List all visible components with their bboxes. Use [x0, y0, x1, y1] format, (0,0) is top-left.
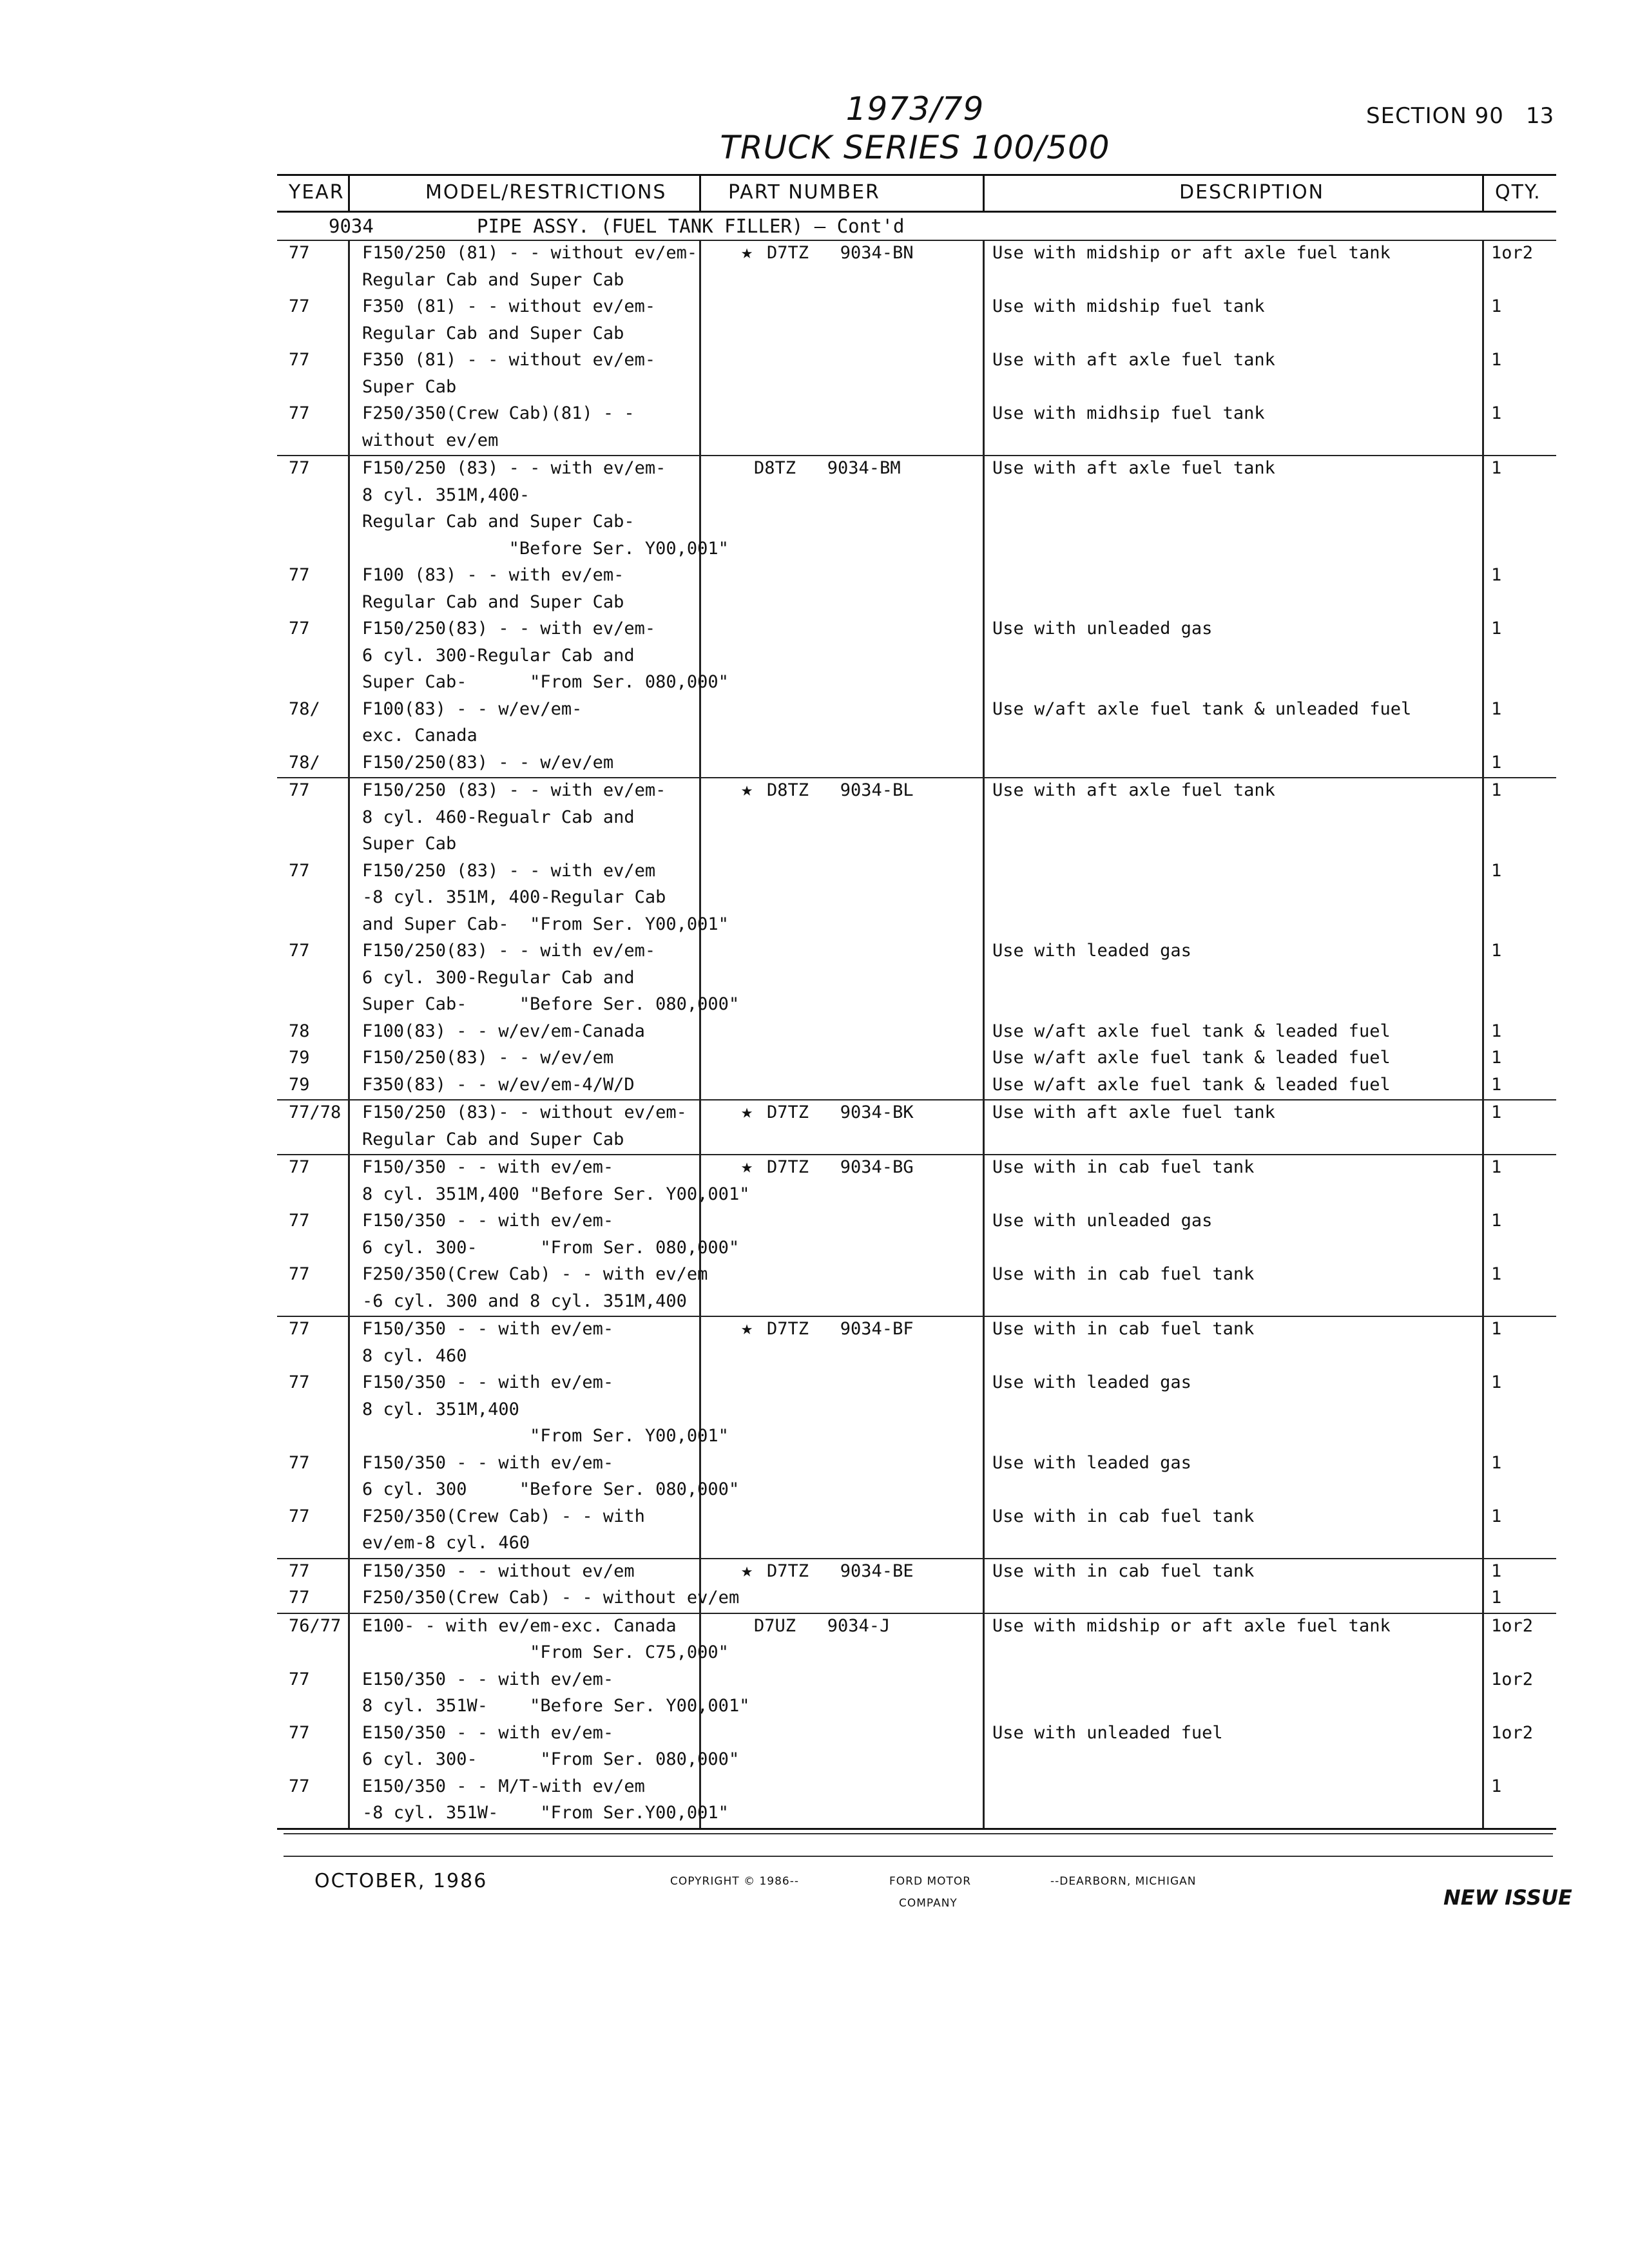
model-restriction-cell: Regular Cab and Super Cab: [362, 591, 624, 612]
year-cell: 77: [289, 1776, 310, 1796]
model-restriction-cell: F150/250 (83) - - with ev/em: [362, 860, 656, 881]
qty-cell: 1: [1491, 1074, 1502, 1095]
model-restriction-cell: E150/350 - - M/T-with ev/em: [362, 1776, 645, 1796]
table-row: [277, 1100, 1556, 1128]
part-group-subheader: [277, 213, 1556, 240]
table-row: [277, 348, 1556, 375]
model-restriction-cell: -6 cyl. 300 and 8 cyl. 351M,400: [362, 1291, 687, 1311]
part-number-cell: D7TZ 9034-BG: [767, 1157, 914, 1177]
qty-cell: 1or2: [1491, 1615, 1534, 1636]
table-row: [277, 563, 1556, 590]
table-row: [277, 1477, 1556, 1504]
qty-cell: 1: [1491, 1102, 1502, 1122]
model-restriction-cell: F150/350 - - without ev/em: [362, 1561, 635, 1581]
part-number-cell: D7TZ 9034-BE: [767, 1561, 914, 1581]
model-restriction-cell: Regular Cab and Super Cab: [362, 269, 624, 290]
footer-company: FORD MOTOR: [889, 1875, 972, 1888]
year-cell: 77: [289, 1669, 310, 1689]
table-row: [277, 1747, 1556, 1774]
col-year: YEAR: [289, 181, 345, 204]
year-cell: 77: [289, 1561, 310, 1581]
table-row: [277, 670, 1556, 697]
table-row: [277, 1801, 1556, 1828]
model-restriction-cell: F150/250(83) - - with ev/em-: [362, 941, 656, 961]
part-number-cell: D7TZ 9034-BN: [767, 243, 914, 263]
qty-cell: 1: [1491, 1021, 1502, 1041]
table-row: [277, 912, 1556, 939]
qty-cell: 1: [1491, 619, 1502, 639]
model-restriction-cell: and Super Cab- "From Ser. Y00,001": [362, 914, 729, 934]
year-cell: 77: [289, 296, 310, 316]
model-restriction-cell: "From Ser. Y00,001": [362, 1426, 729, 1446]
model-restriction-cell: F150/250(83) - - w/ev/em: [362, 1048, 614, 1068]
model-restriction-cell: Regular Cab and Super Cab: [362, 1129, 624, 1149]
part-number-cell: D7TZ 9034-BK: [767, 1102, 914, 1122]
part-entry-group: [277, 1558, 1556, 1613]
model-restriction-cell: F350 (81) - - without ev/em-: [362, 350, 656, 370]
model-restriction-cell: 6 cyl. 300- "From Ser. 080,000": [362, 1749, 740, 1769]
table-row: [277, 939, 1556, 966]
year-cell: 77: [289, 1588, 310, 1608]
table-row: [277, 1774, 1556, 1802]
table-row: [277, 1344, 1556, 1371]
description-cell: Use w/aft axle fuel tank & leaded fuel: [992, 1074, 1391, 1095]
table-row: [277, 401, 1556, 428]
table-row: [277, 1019, 1556, 1046]
col-model: MODEL/RESTRICTIONS: [425, 181, 667, 204]
model-restriction-cell: F150/250 (83) - - with ev/em-: [362, 458, 666, 478]
table-row: [277, 885, 1556, 912]
table-row: [277, 1182, 1556, 1209]
description-cell: Use with aft axle fuel tank: [992, 1102, 1275, 1122]
part-entry-group: [277, 1099, 1556, 1154]
year-cell: 77: [289, 780, 310, 800]
footer-divider: [284, 1833, 1553, 1834]
table-row: [277, 1424, 1556, 1451]
page-number: 13: [1526, 103, 1554, 129]
table-row: [277, 1209, 1556, 1236]
description-cell: Use with midship fuel tank: [992, 296, 1265, 316]
qty-cell: 1: [1491, 941, 1502, 961]
description-cell: Use with leaded gas: [992, 1372, 1191, 1392]
title-series: TRUCK SERIES 100/500: [720, 129, 1110, 166]
qty-cell: 1or2: [1491, 243, 1534, 263]
description-cell: Use with leaded gas: [992, 1452, 1191, 1473]
model-restriction-cell: F350 (81) - - without ev/em-: [362, 296, 656, 316]
table-row: [277, 992, 1556, 1019]
description-cell: Use with in cab fuel tank: [992, 1157, 1255, 1177]
table-row: [277, 644, 1556, 671]
table-row: [277, 1128, 1556, 1155]
model-restriction-cell: 8 cyl. 351M,400-: [362, 485, 530, 505]
year-cell: 79: [289, 1074, 310, 1095]
part-base-code: 9034: [329, 215, 374, 237]
qty-cell: 1: [1491, 1776, 1502, 1796]
table-row: [277, 1155, 1556, 1182]
description-cell: Use with unleaded fuel: [992, 1722, 1223, 1743]
year-cell: 77: [289, 941, 310, 961]
part-entry-group: [277, 1613, 1556, 1830]
year-cell: 77: [289, 1372, 310, 1392]
model-restriction-cell: 6 cyl. 300-Regular Cab and: [362, 645, 635, 666]
table-row: [277, 1614, 1556, 1641]
model-restriction-cell: E100- - with ev/em-exc. Canada: [362, 1615, 677, 1636]
model-restriction-cell: exc. Canada: [362, 726, 477, 745]
year-cell: 77: [289, 1211, 310, 1231]
model-restriction-cell: Super Cab- "From Ser. 080,000": [362, 672, 729, 692]
table-row: [277, 1451, 1556, 1478]
table-row: [277, 724, 1556, 751]
qty-cell: 1: [1491, 458, 1502, 478]
description-cell: Use with aft axle fuel tank: [992, 780, 1275, 800]
part-entry-group: [277, 455, 1556, 777]
year-cell: 77: [289, 565, 310, 585]
qty-cell: 1: [1491, 1506, 1502, 1526]
year-cell: 78: [289, 1021, 310, 1041]
part-number-cell: D7TZ 9034-BF: [767, 1319, 914, 1339]
part-number-cell: D8TZ 9034-BM: [754, 458, 901, 478]
year-cell: 77/78: [289, 1102, 342, 1122]
qty-cell: 1: [1491, 860, 1502, 881]
section-label: SECTION 90: [1366, 103, 1504, 129]
part-entry-group: [277, 1316, 1556, 1558]
table-row: [277, 832, 1556, 859]
year-cell: 77: [289, 1452, 310, 1473]
model-restriction-cell: 6 cyl. 300-Regular Cab and: [362, 967, 635, 988]
description-cell: Use with aft axle fuel tank: [992, 350, 1275, 370]
qty-cell: 1or2: [1491, 1722, 1534, 1743]
col-description: DESCRIPTION: [1179, 181, 1325, 204]
description-cell: Use with unleaded gas: [992, 1211, 1213, 1231]
model-restriction-cell: F250/350(Crew Cab) - - without ev/em: [362, 1588, 740, 1608]
table-row: [277, 1586, 1556, 1613]
model-restriction-cell: Regular Cab and Super Cab-: [362, 512, 635, 532]
table-row: [277, 268, 1556, 295]
model-restriction-cell: E150/350 - - with ev/em-: [362, 1669, 614, 1689]
table-row: [277, 751, 1556, 778]
model-restriction-cell: "From Ser. C75,000": [362, 1642, 729, 1662]
model-restriction-cell: F150/350 - - with ev/em-: [362, 1372, 614, 1392]
year-cell: 77: [289, 243, 310, 263]
year-cell: 78/: [289, 752, 320, 773]
model-restriction-cell: F150/350 - - with ev/em-: [362, 1319, 614, 1339]
model-restriction-cell: F100(83) - - w/ev/em-Canada: [362, 1021, 645, 1041]
model-restriction-cell: Super Cab- "Before Ser. 080,000": [362, 994, 740, 1014]
description-cell: Use w/aft axle fuel tank & unleaded fuel: [992, 698, 1412, 719]
table-row: [277, 966, 1556, 993]
model-restriction-cell: F250/350(Crew Cab) - - with ev/em: [362, 1264, 708, 1284]
new-part-star-icon: ★: [741, 1559, 753, 1582]
model-restriction-cell: Super Cab: [362, 376, 457, 397]
table-row: [277, 537, 1556, 564]
model-restriction-cell: Regular Cab and Super Cab: [362, 323, 624, 343]
qty-cell: 1: [1491, 1372, 1502, 1392]
part-entry-group: [277, 240, 1556, 455]
model-restriction-cell: 8 cyl. 351M,400: [362, 1399, 519, 1419]
year-cell: 78/: [289, 698, 320, 719]
table-row: [277, 617, 1556, 644]
description-cell: Use with leaded gas: [992, 941, 1191, 961]
year-cell: 76/77: [289, 1615, 342, 1636]
year-cell: 77: [289, 1264, 310, 1284]
table-row: [277, 456, 1556, 483]
year-cell: 77: [289, 1506, 310, 1526]
description-cell: Use with midship or aft axle fuel tank: [992, 1615, 1391, 1636]
year-cell: 77: [289, 458, 310, 478]
model-restriction-cell: 6 cyl. 300 "Before Ser. 080,000": [362, 1479, 740, 1499]
table-row: [277, 1667, 1556, 1695]
qty-cell: 1: [1491, 752, 1502, 773]
qty-cell: 1: [1491, 1452, 1502, 1473]
model-restriction-cell: 8 cyl. 351M,400 "Before Ser. Y00,001": [362, 1184, 750, 1204]
new-part-star-icon: ★: [741, 1155, 753, 1178]
table-row: [277, 1694, 1556, 1721]
table-row: [277, 805, 1556, 832]
description-cell: Use with midhsip fuel tank: [992, 403, 1265, 423]
qty-cell: 1: [1491, 296, 1502, 316]
qty-cell: 1: [1491, 698, 1502, 719]
footer-issue: NEW ISSUE: [1443, 1885, 1572, 1910]
description-cell: Use with in cab fuel tank: [992, 1561, 1255, 1581]
table-row: [277, 483, 1556, 510]
part-number-cell: D7UZ 9034-J: [754, 1615, 891, 1636]
model-restriction-cell: F150/350 - - with ev/em-: [362, 1452, 614, 1473]
table-row: [277, 1262, 1556, 1289]
footer-location: --DEARBORN, MICHIGAN: [1050, 1875, 1197, 1888]
model-restriction-cell: F150/250 (83) - - with ev/em-: [362, 780, 666, 800]
parts-table: [277, 174, 1556, 1830]
qty-cell: 1: [1491, 403, 1502, 423]
model-restriction-cell: ev/em-8 cyl. 460: [362, 1533, 530, 1553]
qty-cell: 1: [1491, 1588, 1502, 1608]
new-part-star-icon: ★: [741, 1100, 753, 1123]
model-restriction-cell: F150/250(83) - - w/ev/em: [362, 752, 614, 773]
qty-cell: 1: [1491, 1561, 1502, 1581]
description-cell: Use with midship or aft axle fuel tank: [992, 243, 1391, 263]
year-cell: 77: [289, 1722, 310, 1743]
qty-cell: 1: [1491, 1264, 1502, 1284]
table-row: [277, 510, 1556, 537]
table-row: [277, 1370, 1556, 1398]
description-cell: Use w/aft axle fuel tank & leaded fuel: [992, 1048, 1391, 1068]
description-cell: Use with unleaded gas: [992, 619, 1213, 639]
table-row: [277, 1531, 1556, 1558]
column-header-row: [277, 174, 1556, 213]
new-part-star-icon: ★: [741, 778, 753, 801]
table-row: [277, 697, 1556, 724]
table-row: [277, 1640, 1556, 1667]
description-cell: Use with aft axle fuel tank: [992, 458, 1275, 478]
table-row: [277, 1504, 1556, 1532]
model-restriction-cell: without ev/em: [362, 430, 499, 450]
qty-cell: 1: [1491, 565, 1502, 585]
model-restriction-cell: F150/250 (81) - - without ev/em-: [362, 243, 698, 263]
qty-cell: 1: [1491, 780, 1502, 800]
model-restriction-cell: F350(83) - - w/ev/em-4/W/D: [362, 1074, 635, 1095]
part-groups: [277, 240, 1556, 1830]
description-cell: Use w/aft axle fuel tank & leaded fuel: [992, 1021, 1391, 1041]
model-restriction-cell: F250/350(Crew Cab)(81) - -: [362, 403, 635, 423]
model-restriction-cell: F150/350 - - with ev/em-: [362, 1211, 614, 1231]
part-group-title: PIPE ASSY. (FUEL TANK FILLER) — Cont'd: [477, 215, 905, 237]
footer-date: OCTOBER, 1986: [314, 1870, 488, 1892]
footer-copyright: COPYRIGHT © 1986--: [670, 1875, 800, 1888]
qty-cell: 1: [1491, 1048, 1502, 1068]
model-restriction-cell: 8 cyl. 460: [362, 1345, 467, 1366]
model-restriction-cell: F150/250(83) - - with ev/em-: [362, 619, 656, 639]
model-restriction-cell: -8 cyl. 351W- "From Ser.Y00,001": [362, 1803, 729, 1823]
description-cell: Use with in cab fuel tank: [992, 1264, 1255, 1284]
new-part-star-icon: ★: [741, 241, 753, 264]
new-part-star-icon: ★: [741, 1317, 753, 1340]
table-row: [277, 294, 1556, 322]
part-entry-group: [277, 777, 1556, 1099]
table-row: [277, 241, 1556, 268]
table-row: [277, 1236, 1556, 1263]
table-row: [277, 1398, 1556, 1425]
year-cell: 77: [289, 403, 310, 423]
table-row: [277, 1289, 1556, 1316]
year-cell: 77: [289, 619, 310, 639]
qty-cell: 1: [1491, 1157, 1502, 1177]
table-row: [277, 322, 1556, 349]
table-row: [277, 428, 1556, 456]
qty-cell: 1: [1491, 350, 1502, 370]
model-restriction-cell: 8 cyl. 460-Regualr Cab and: [362, 807, 635, 827]
model-restriction-cell: F250/350(Crew Cab) - - with: [362, 1506, 645, 1526]
qty-cell: 1: [1491, 1319, 1502, 1339]
description-cell: Use with in cab fuel tank: [992, 1506, 1255, 1526]
model-restriction-cell: 8 cyl. 351W- "Before Ser. Y00,001": [362, 1696, 750, 1716]
description-cell: Use with in cab fuel tank: [992, 1319, 1255, 1339]
table-row: [277, 1046, 1556, 1073]
year-cell: 77: [289, 860, 310, 881]
model-restriction-cell: F150/350 - - with ev/em-: [362, 1157, 614, 1177]
model-restriction-cell: F100 (83) - - with ev/em-: [362, 565, 624, 585]
qty-cell: 1or2: [1491, 1669, 1534, 1689]
part-number-cell: D8TZ 9034-BL: [767, 780, 914, 800]
col-part-number: PART NUMBER: [728, 181, 880, 204]
table-row: [277, 1721, 1556, 1748]
part-entry-group: [277, 1154, 1556, 1316]
table-row: [277, 1559, 1556, 1586]
year-cell: 77: [289, 350, 310, 370]
table-row: [277, 1073, 1556, 1100]
year-cell: 79: [289, 1048, 310, 1068]
table-row: [277, 590, 1556, 617]
model-restriction-cell: 6 cyl. 300- "From Ser. 080,000": [362, 1237, 740, 1258]
qty-cell: 1: [1491, 1211, 1502, 1231]
col-qty: QTY.: [1495, 181, 1541, 204]
table-row: [277, 1317, 1556, 1344]
footer-divider: [284, 1856, 1553, 1857]
model-restriction-cell: E150/350 - - with ev/em-: [362, 1722, 614, 1743]
table-row: [277, 375, 1556, 402]
model-restriction-cell: F150/250 (83)- - without ev/em-: [362, 1102, 687, 1122]
table-row: [277, 859, 1556, 886]
title-year-range: 1973/79: [845, 90, 985, 128]
footer-company-2: COMPANY: [899, 1897, 958, 1910]
model-restriction-cell: Super Cab: [362, 834, 457, 854]
year-cell: 77: [289, 1157, 310, 1177]
table-row: [277, 778, 1556, 805]
model-restriction-cell: F100(83) - - w/ev/em-: [362, 698, 583, 719]
model-restriction-cell: "Before Ser. Y00,001": [362, 538, 729, 559]
model-restriction-cell: -8 cyl. 351M, 400-Regular Cab: [362, 887, 666, 907]
year-cell: 77: [289, 1319, 310, 1339]
